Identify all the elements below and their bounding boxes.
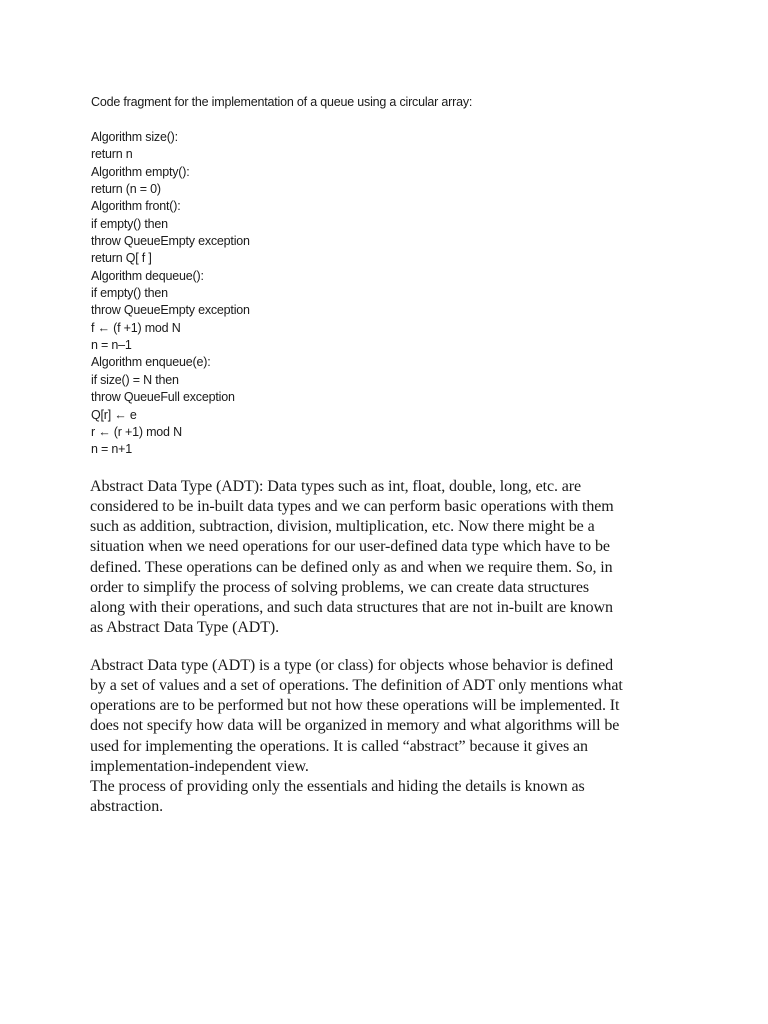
paragraph-line: The process of providing only the essentials and hiding the details is known as [90, 777, 585, 795]
adt-behavior-paragraph [90, 656, 690, 817]
code-line: Algorithm empty(): [91, 164, 190, 179]
code-line: n = n+1 [91, 442, 133, 457]
paragraph-line: such as addition, subtraction, division, multiplication, etc. Now there might be a [90, 518, 595, 536]
algorithm-code-block [91, 129, 491, 459]
paragraph-line: abstraction. [90, 798, 163, 816]
paragraph-line: does not specify how data will be organized in memory and what algorithms will be [90, 717, 620, 735]
paragraph-line: defined. These operations can be defined only as and when we require them. So, in [90, 558, 613, 576]
code-line: Q[r] ← e [91, 407, 137, 422]
paragraph-line: as Abstract Data Type (ADT). [90, 619, 280, 637]
paragraph-line: order to simplify the process of solving problems, we can create data structures [90, 578, 589, 596]
code-line: Algorithm size(): [91, 130, 178, 144]
code-line: if empty() then [91, 216, 168, 231]
code-line: return (n = 0) [91, 182, 161, 197]
paragraph-line: situation when we need operations for our user-defined data type which have to be [90, 538, 610, 556]
code-line: n = n–1 [91, 338, 132, 353]
code-line: r ← (r +1) mod N [91, 424, 182, 439]
paragraph-line: by a set of values and a set of operations. The definition of ADT only mentions what [90, 677, 623, 695]
code-line: if empty() then [91, 286, 168, 301]
code-line: throw QueueEmpty exception [91, 234, 250, 249]
paragraph-line: Abstract Data Type (ADT): Data types such as int, float, double, long, etc. are [90, 478, 581, 495]
paragraph-line: used for implementing the operations. It is called “abstract” because it gives an [90, 737, 588, 755]
code-line: throw QueueEmpty exception [91, 303, 250, 318]
code-line: throw QueueFull exception [91, 390, 235, 405]
code-line: Algorithm front(): [91, 199, 181, 214]
adt-definition-paragraph [90, 477, 690, 638]
code-line: Algorithm dequeue(): [91, 268, 204, 283]
code-line: if size() = N then [91, 372, 179, 387]
intro-text: Code fragment for the implementation of a queue using a circular array: [91, 95, 473, 109]
paragraph-line: along with their operations, and such data structures that are not in-built are known [90, 598, 613, 616]
paragraph-line: Abstract Data type (ADT) is a type (or class) for objects whose behavior is defined [90, 657, 614, 674]
code-line: f ← (f +1) mod N [91, 320, 181, 335]
code-line: return Q[ f ] [91, 251, 152, 266]
code-line: Algorithm enqueue(e): [91, 355, 211, 370]
paragraph-line: considered to be in-built data types and we can perform basic operations with them [90, 498, 614, 516]
paragraph-line: operations are to be performed but not how these operations will be implemented. It [90, 697, 620, 715]
code-line: return n [91, 147, 133, 162]
paragraph-line: implementation-independent view. [90, 757, 309, 775]
